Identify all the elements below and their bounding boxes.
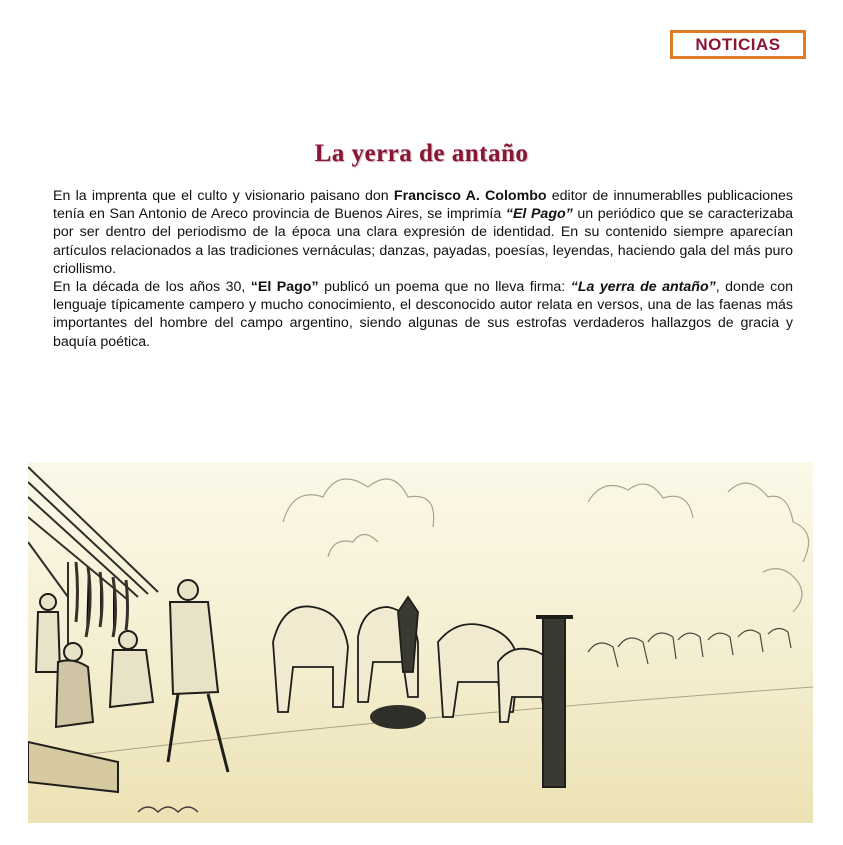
p2-newspaper-name: “El Pago” [250, 279, 319, 296]
paragraph-1 [53, 187, 793, 278]
section-badge-label: NOTICIAS [695, 34, 781, 54]
illustration-sketch [28, 462, 813, 823]
p1-text: En la imprenta que el culto y visionario paisano don [53, 188, 394, 204]
p1-text: editor de innumerablles publicaciones tenía en San Antonio de Areco provincia de Buenos Aires, se imprimía [53, 188, 793, 223]
paragraph-2 [53, 278, 793, 351]
section-badge [670, 30, 806, 59]
article-title: La yerra de antaño [314, 140, 529, 167]
p2-text: , donde con lenguaje típicamente campero y mucho conocimiento, el desconocido autor relata en versos, una de las faenas más importantes del hombre del campo argentino, siendo algunas de sus estrofas verdaderos hallazgos de gracia y baquía poética. [53, 279, 793, 350]
p1-publisher-name: Francisco A. Colombo [393, 188, 547, 204]
p1-text: un periódico que se caracterizaba por ser dentro del periodismo de la época una clara expresión de identidad. En su contenido siempre aparecían artículos relacionados a las tradiciones vernáculas; danzas, payadas, poesías, leyendas, haciendo gala del más puro criollismo. [53, 206, 793, 277]
p2-text: En la década de los años 30, [53, 279, 251, 296]
sketch-image [28, 462, 813, 823]
p2-text: publicó un poema que no lleva firma: [318, 279, 571, 296]
p1-newspaper-name: “El Pago” [505, 206, 573, 223]
p2-poem-name: “La yerra de antaño” [570, 279, 716, 296]
article-body [53, 187, 793, 351]
